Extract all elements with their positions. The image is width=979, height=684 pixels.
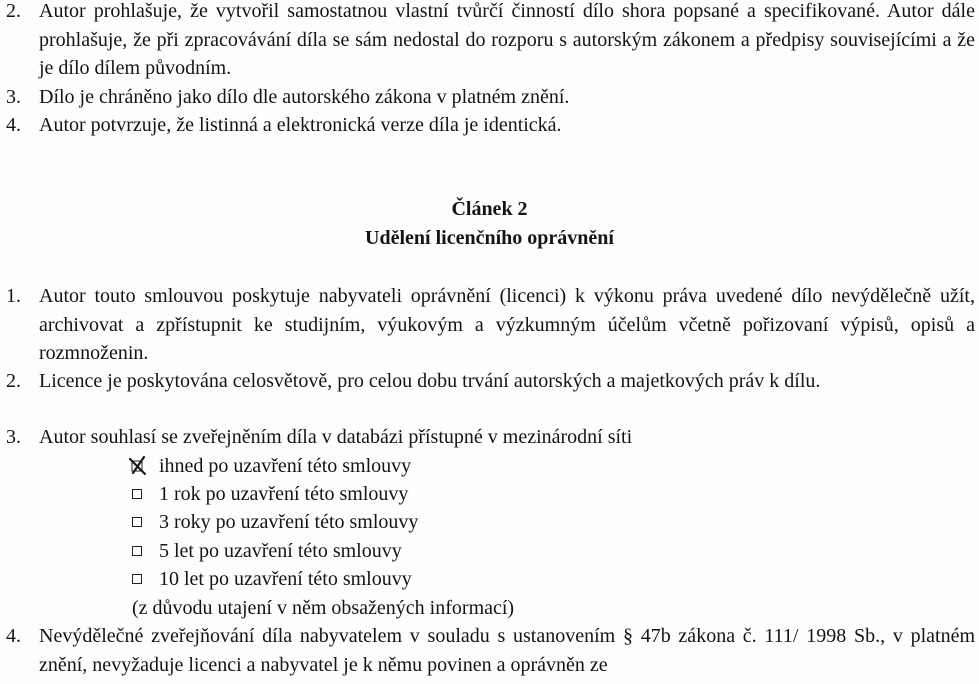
item-text: Autor touto smlouvou poskytuje nabyvateli oprávnění (licenci) k výkonu práva uvedené dílo nevýdělečně užít, archivovat a zpřístupnit ke studijním, výukovým a výzkumným účelům včetně pořizovaní výpisů, opisů a rozmnoženin.	[39, 285, 975, 364]
checkbox-icon	[132, 546, 142, 556]
list-item	[0, 282, 979, 368]
option-label: 10 let po uzavření této smlouvy	[159, 568, 412, 590]
option-label: 1 rok po uzavření této smlouvy	[159, 483, 409, 505]
option-label: ihned po uzavření této smlouvy	[159, 455, 412, 477]
option-label: 3 roky po uzavření této smlouvy	[159, 511, 419, 533]
item-number: 3.	[6, 86, 21, 108]
item-text: Licence je poskytována celosvětově, pro celou dobu trvání autorských a majetkových práv k dílu.	[39, 370, 821, 392]
item-number: 3.	[6, 426, 21, 448]
article-subtitle: Udělení licenčního oprávnění	[365, 227, 614, 249]
list-item	[0, 83, 979, 112]
item-text: Autor prohlašuje, že vytvořil samostatnou vlastní tvůrčí činností dílo shora popsané a specifikované. Autor dále prohlašuje, že při zpracovávání díla se sám nedostal do rozporu s autorským zákonem a předpisy souvisejícími a že je dílo dílem původním.	[39, 0, 975, 79]
item-number: 4.	[6, 114, 21, 136]
list-item	[0, 423, 979, 452]
item-number: 1.	[6, 285, 21, 307]
item-number: 2.	[6, 370, 21, 392]
list-item	[0, 0, 979, 83]
checkbox-icon	[132, 517, 142, 527]
options-note: (z důvodu utajení v něm obsažených informací)	[132, 597, 515, 619]
checkbox-icon	[132, 574, 142, 584]
item-text: Nevýdělečné zveřejňování díla nabyvatelem v souladu s ustanovením § 47b zákona č. 111/ 1998 Sb., v platném znění, nevyžaduje licenci a nabyvatel je k němu povinen a oprávněn ze	[39, 625, 975, 676]
item-number: 4.	[6, 625, 21, 647]
list-item	[0, 111, 979, 140]
item-text: Autor souhlasí se zveřejněním díla v databázi přístupné v mezinárodní síti	[39, 426, 633, 448]
checkbox-icon	[132, 489, 142, 499]
list-item	[0, 367, 979, 396]
item-text: Autor potvrzuje, že listinná a elektronická verze díla je identická.	[39, 114, 562, 136]
option-label: 5 let po uzavření této smlouvy	[159, 540, 402, 562]
item-text: Dílo je chráněno jako dílo dle autorského zákona v platném znění.	[39, 86, 570, 108]
item-number: 2.	[6, 0, 21, 22]
checked-box-icon	[128, 453, 148, 477]
list-item	[0, 622, 979, 679]
article-title: Článek 2	[451, 198, 528, 220]
